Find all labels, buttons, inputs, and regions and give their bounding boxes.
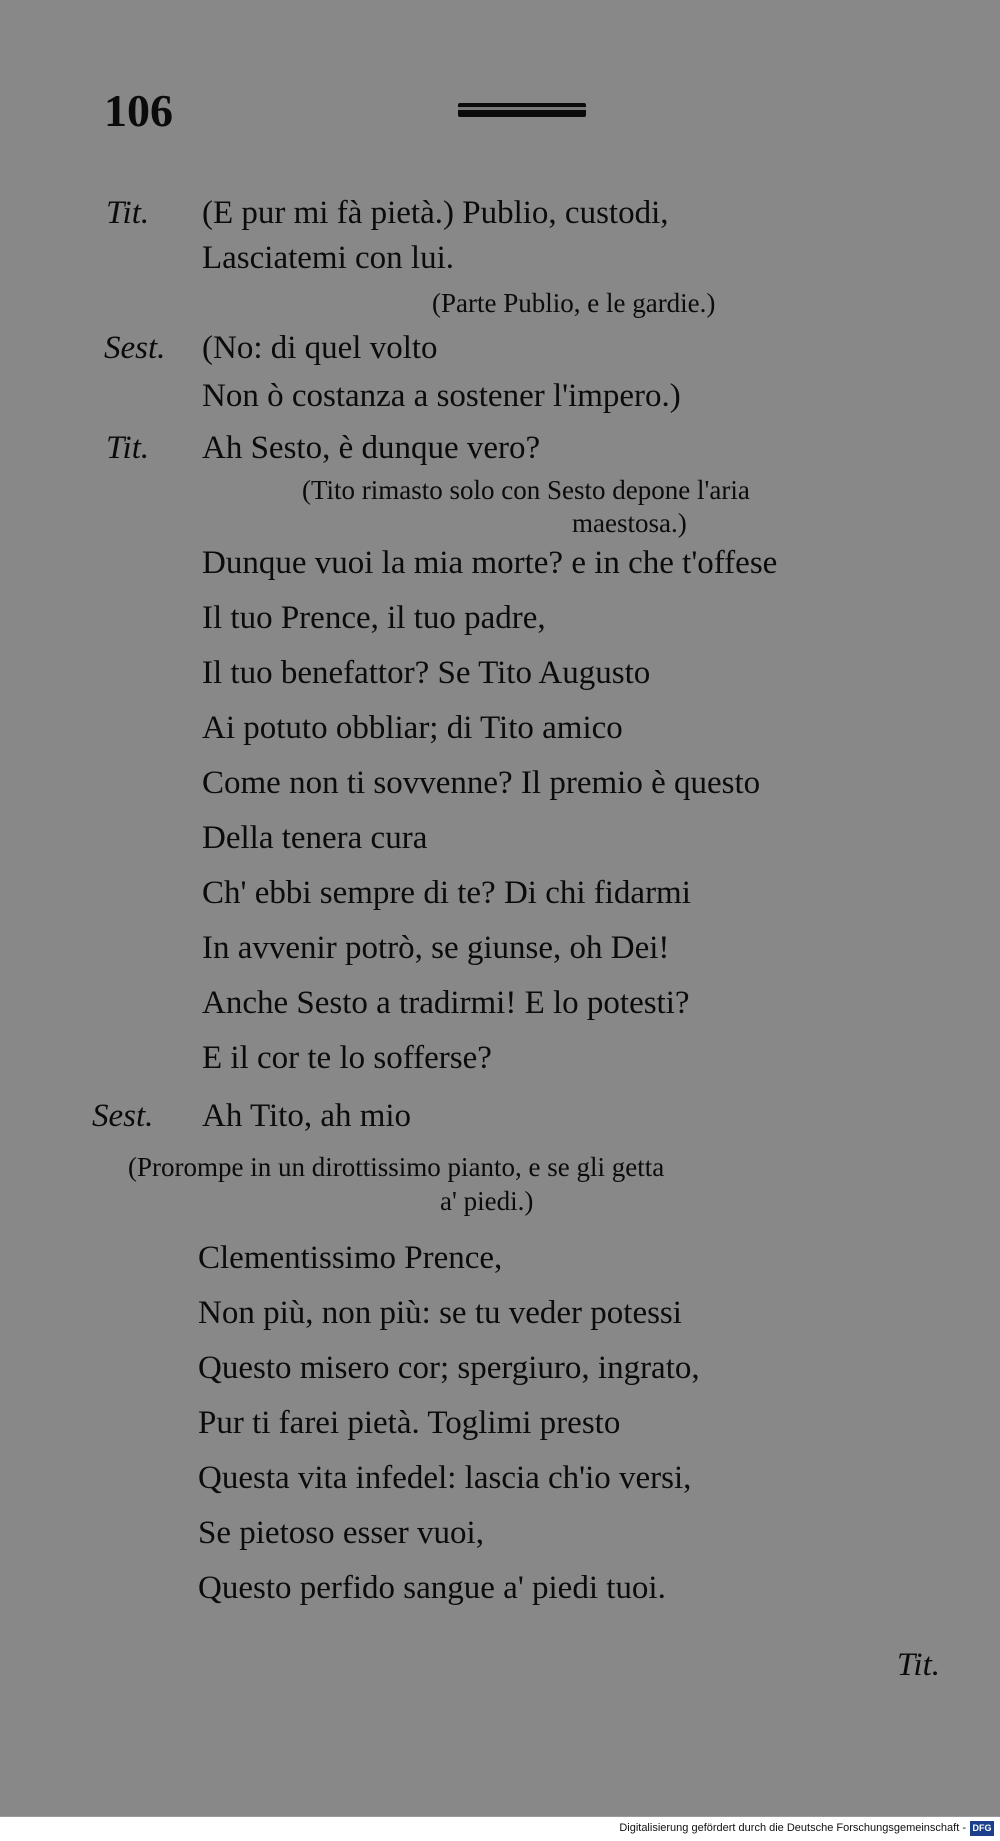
verse-line: Ah Sesto, è dunque vero?	[202, 430, 541, 466]
footer-credit: Digitalisierung gefördert durch die Deutsche Forschungsgemeinschaft -	[619, 1822, 966, 1834]
verse-line: Questo misero cor; spergiuro, ingrato,	[198, 1350, 700, 1386]
catchword: Tit.	[896, 1647, 940, 1683]
verse-line: Anche Sesto a tradirmi! E lo potesti?	[202, 985, 690, 1021]
stage-direction: maestosa.)	[572, 508, 687, 538]
stage-direction: (Prorompe in un dirottissimo pianto, e se gli getta	[128, 1152, 665, 1182]
speaker-label: Sest.	[104, 330, 166, 366]
verse-line: Clementissimo Prence,	[198, 1240, 503, 1276]
verse-line: Ch' ebbi sempre di te? Di chi fidarmi	[202, 875, 691, 911]
footer-bar	[0, 1816, 1000, 1841]
stage-direction: (Parte Publio, e le gardie.)	[432, 288, 716, 318]
stage-direction: a' piedi.)	[440, 1186, 534, 1216]
page-number: 106	[104, 85, 173, 136]
verse-line: Ai potuto obbliar; di Tito amico	[202, 710, 623, 746]
header-rule	[458, 103, 586, 117]
speaker-label: Tit.	[106, 195, 150, 231]
dfg-logo[interactable]: DFG	[970, 1821, 994, 1836]
verse-line: (No: di quel volto	[202, 330, 438, 366]
verse-line: Pur ti farei pietà. Toglimi presto	[198, 1405, 621, 1441]
verse-line: Questo perfido sangue a' piedi tuoi.	[198, 1570, 666, 1606]
verse-line: Dunque vuoi la mia morte? e in che t'offese	[202, 545, 778, 581]
verse-line: Lasciatemi con lui.	[202, 240, 454, 276]
verse-line: Non ò costanza a sostener l'impero.)	[202, 378, 681, 414]
verse-line: Il tuo Prence, il tuo padre,	[202, 600, 546, 636]
verse-line: Questa vita infedel: lascia ch'io versi,	[198, 1460, 692, 1496]
verse-line: Non più, non più: se tu veder potessi	[198, 1295, 682, 1331]
verse-line: Il tuo benefattor? Se Tito Augusto	[202, 655, 651, 691]
verse-line: Della tenera cura	[202, 820, 428, 856]
stage-direction: (Tito rimasto solo con Sesto depone l'aria	[302, 475, 750, 505]
verse-line: Come non ti sovvenne? Il premio è questo	[202, 765, 761, 801]
verse-line: In avvenir potrò, se giunse, oh Dei!	[202, 930, 670, 966]
speaker-label: Sest.	[92, 1098, 154, 1134]
verse-line: Ah Tito, ah mio	[202, 1098, 412, 1134]
verse-line: Se pietoso esser vuoi,	[198, 1515, 484, 1551]
speaker-label: Tit.	[106, 430, 150, 466]
verse-line: E il cor te lo sofferse?	[202, 1040, 492, 1076]
verse-line: (E pur mi fà pietà.) Publio, custodi,	[202, 195, 669, 231]
